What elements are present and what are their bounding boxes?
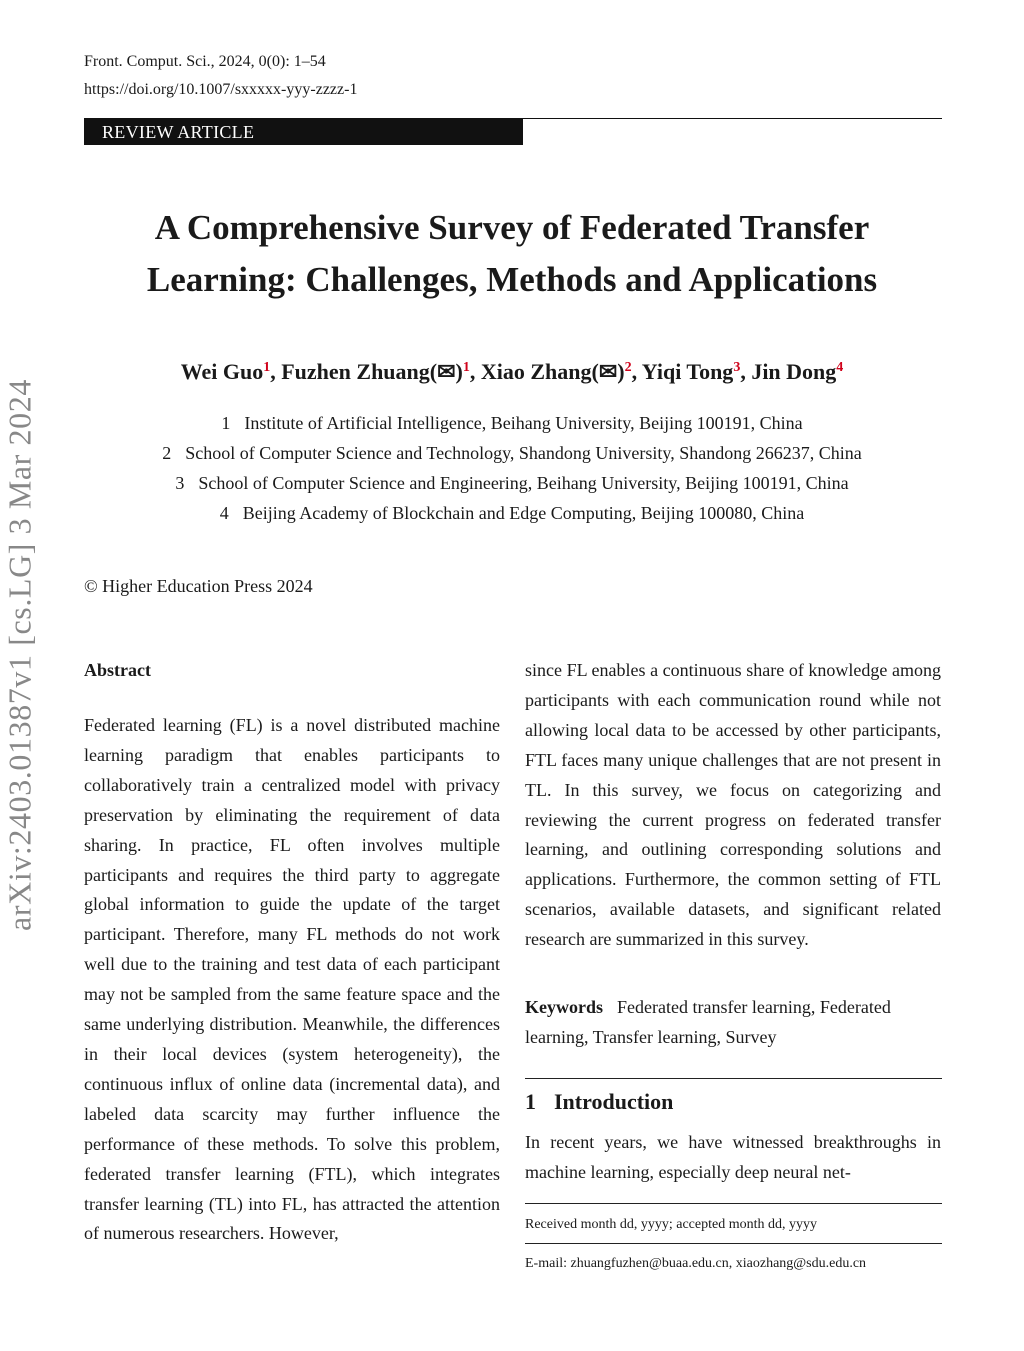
abstract-paragraph: Federated learning (FL) is a novel distributed machine learning paradigm that enables participants to collaboratively train a centralized model with privacy preservation by eliminating the requirement of data sharing. In practice, FL often involves multiple participants and requires the third party to aggregate global information to guide the update of the target participant. Therefore, many FL methods do not work well due to the training and test data of each participant may not be sampled from the same feature space and the same underlying distribution. Meanwhile, the differences in their local devices (system heterogeneity), the continuous influx of online data (incremental data), and labeled data scarcity may further influence the performance of these methods. To solve this problem, federated transfer learning (FTL), which integrates transfer learning (TL) into FL, has attracted the attention of numerous researchers. However,: [84, 715, 500, 1244]
section-heading: [525, 1087, 673, 1117]
email-note[interactable]: E-mail: zhuangfuzhen@buaa.edu.cn, xiaozhang@sdu.edu.cn: [525, 1256, 867, 1271]
footnote-rule: [525, 1203, 942, 1204]
section-rule: [525, 1078, 942, 1079]
author-affiliation-ref[interactable]: 2: [624, 360, 632, 375]
affiliation-number: 3: [175, 473, 185, 493]
author-name: Fuzhen Zhuang(✉): [281, 359, 463, 384]
affiliation-text: School of Computer Science and Engineering, Beihang University, Beijing 100191, China: [198, 473, 849, 493]
affiliation: [0, 471, 1024, 495]
author-name: Yiqi Tong: [641, 359, 734, 384]
affiliation-text: Beijing Academy of Blockchain and Edge Computing, Beijing 100080, China: [242, 503, 805, 523]
affiliation-text: Institute of Artificial Intelligence, Beihang University, Beijing 100191, China: [244, 413, 803, 433]
received-note: Received month dd, yyyy; accepted month dd, yyyy: [525, 1217, 817, 1232]
journal-citation: Front. Comput. Sci., 2024, 0(0): 1–54: [84, 53, 326, 70]
author-separator: ,: [631, 359, 642, 384]
author-name: Jin Dong: [751, 359, 837, 384]
affiliation: [0, 501, 1024, 525]
author-list: [0, 355, 1024, 389]
section-title: Introduction: [554, 1089, 674, 1114]
affiliation: [0, 411, 1024, 435]
introduction-paragraph: [525, 1128, 941, 1188]
article-type-banner: REVIEW ARTICLE: [84, 119, 523, 145]
author-affiliation-ref[interactable]: 4: [836, 360, 844, 375]
keywords-label: Keywords: [525, 997, 603, 1017]
author-separator: ,: [469, 359, 481, 384]
doi-link[interactable]: https://doi.org/10.1007/sxxxxx-yyy-zzzz-1: [84, 81, 358, 98]
abstract-left-column: [84, 711, 500, 1249]
keywords-text: Federated transfer learning, Federated learning, Transfer learning, Survey: [525, 997, 891, 1047]
author-affiliation-ref[interactable]: 3: [733, 360, 741, 375]
affiliation: [0, 441, 1024, 465]
author-name: Wei Guo: [180, 359, 264, 384]
title-line-2: Learning: Challenges, Methods and Applications: [146, 260, 878, 299]
affiliation-number: 2: [162, 443, 172, 463]
section-number: 1: [525, 1089, 536, 1114]
abstract-right-column: [525, 656, 941, 955]
affiliation-number: 4: [219, 503, 229, 523]
introduction-text: In recent years, we have witnessed breakthroughs in machine learning, especially deep neural net-: [525, 1132, 941, 1182]
abstract-paragraph-continued: since FL enables a continuous share of knowledge among participants with each communication round while not allowing local data to be accessed by other participants, FTL faces many unique challenges that are not present in TL. In this survey, we focus on categorizing and reviewing the current progress on federated transfer learning, and outlining corresponding solutions and applications. Furthermore, the common setting of FTL scenarios, available datasets, and significant related research are summarized in this survey.: [525, 660, 941, 950]
author-name: Xiao Zhang(✉): [480, 359, 625, 384]
paper-title: [60, 202, 964, 306]
abstract-heading: Abstract: [84, 660, 151, 680]
author-separator: ,: [270, 359, 282, 384]
affiliation-text: School of Computer Science and Technology, Shandong University, Shandong 266237, China: [185, 443, 862, 463]
affiliation-number: 1: [221, 413, 231, 433]
footnote-rule: [525, 1243, 942, 1244]
author-affiliation-ref[interactable]: 1: [462, 360, 470, 375]
author-affiliation-ref[interactable]: 1: [263, 360, 271, 375]
keywords: [525, 992, 941, 1052]
copyright-notice: © Higher Education Press 2024: [84, 576, 313, 596]
author-separator: ,: [740, 359, 752, 384]
arxiv-stamp-text[interactable]: arXiv:2403.01387v1 [cs.LG] 3 Mar 2024: [1, 379, 38, 931]
title-line-1: A Comprehensive Survey of Federated Transfer: [154, 208, 870, 247]
